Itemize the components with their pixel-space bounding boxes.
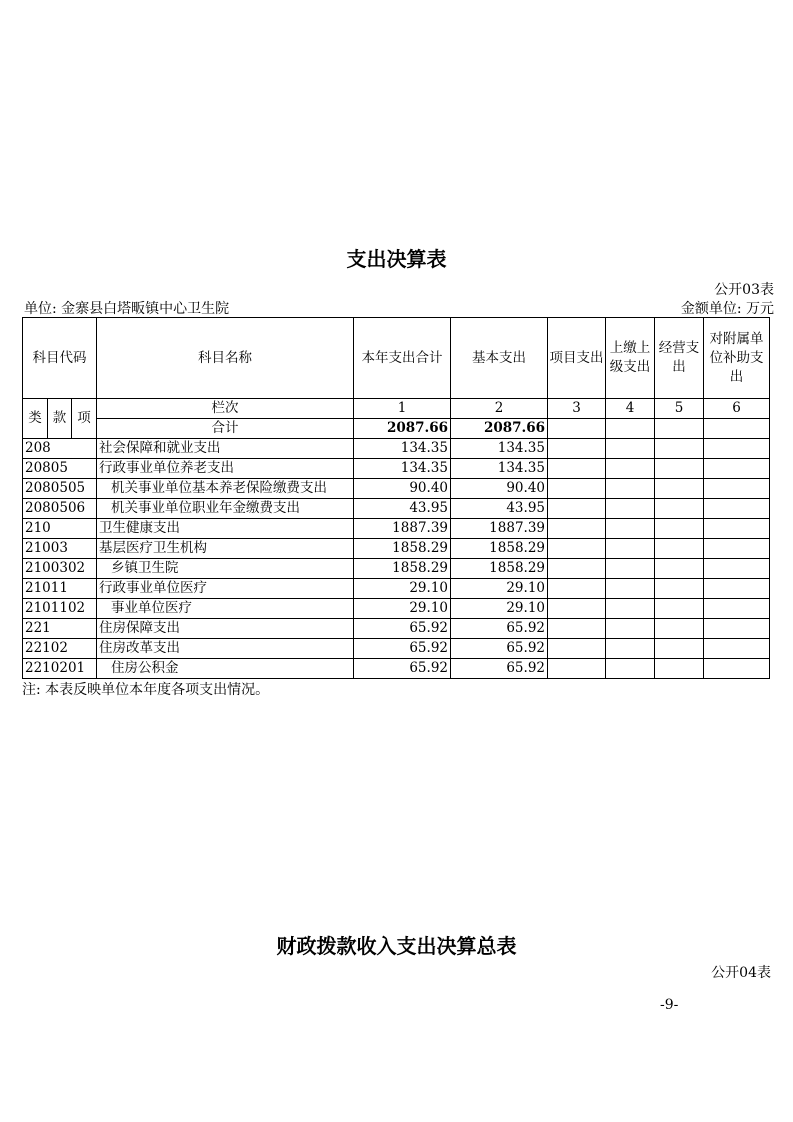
row-basic: 29.10 <box>451 579 548 599</box>
row-business <box>655 439 704 459</box>
table-row <box>23 499 770 519</box>
row-total: 65.92 <box>354 619 451 639</box>
row-project <box>548 559 606 579</box>
row-name: 乡镇卫生院 <box>97 559 354 579</box>
amount-unit: 金额单位: 万元 <box>680 301 774 317</box>
data-rows <box>23 439 770 679</box>
row-basic: 43.95 <box>451 499 548 519</box>
row-project <box>548 519 606 539</box>
row-total: 43.95 <box>354 499 451 519</box>
row-code: 208 <box>23 439 97 459</box>
row-basic: 90.40 <box>451 479 548 499</box>
row-code: 2101102 <box>23 599 97 619</box>
table-row <box>23 559 770 579</box>
row-upper <box>606 579 655 599</box>
row-total: 29.10 <box>354 599 451 619</box>
table-row <box>23 519 770 539</box>
row-basic: 134.35 <box>451 459 548 479</box>
next-table-title: 财政拨款收入支出决算总表 <box>276 934 517 958</box>
row-upper <box>606 499 655 519</box>
row-business <box>655 599 704 619</box>
column-number: 1 <box>354 399 451 419</box>
table-row <box>23 599 770 619</box>
row-code: 22102 <box>23 639 97 659</box>
column-number: 3 <box>548 399 606 419</box>
header-lanci: 栏次 <box>97 399 354 419</box>
row-basic: 1887.39 <box>451 519 548 539</box>
row-subsidy <box>704 519 770 539</box>
row-business <box>655 519 704 539</box>
row-subsidy <box>704 639 770 659</box>
row-business <box>655 659 704 679</box>
row-basic: 65.92 <box>451 659 548 679</box>
row-name: 卫生健康支出 <box>97 519 354 539</box>
row-code: 221 <box>23 619 97 639</box>
column-number: 5 <box>655 399 704 419</box>
page-title: 支出决算表 <box>346 247 447 271</box>
table-row <box>23 619 770 639</box>
row-upper <box>606 519 655 539</box>
row-total: 1858.29 <box>354 539 451 559</box>
row-total: 65.92 <box>354 639 451 659</box>
total-label: 合计 <box>97 419 354 439</box>
row-business <box>655 459 704 479</box>
row-business <box>655 579 704 599</box>
column-number: 4 <box>606 399 655 419</box>
row-upper <box>606 459 655 479</box>
header-basic: 基本支出 <box>451 318 548 399</box>
row-project <box>548 639 606 659</box>
header-xiang: 项 <box>72 399 97 439</box>
header-lei: 类 <box>23 399 48 439</box>
row-upper <box>606 619 655 639</box>
header-project: 项目支出 <box>548 318 606 399</box>
row-subsidy <box>704 499 770 519</box>
row-project <box>548 439 606 459</box>
row-business <box>655 559 704 579</box>
row-code: 21011 <box>23 579 97 599</box>
header-name: 科目名称 <box>97 318 354 399</box>
header-code: 科目代码 <box>23 318 97 399</box>
table-row <box>23 439 770 459</box>
row-subsidy <box>704 619 770 639</box>
table-row <box>23 539 770 559</box>
table-row <box>23 479 770 499</box>
unit-label: 单位: 金寨县白塔畈镇中心卫生院 <box>24 301 230 317</box>
row-project <box>548 539 606 559</box>
row-total: 65.92 <box>354 659 451 679</box>
header-kuan: 款 <box>48 399 72 439</box>
row-name: 行政事业单位医疗 <box>97 579 354 599</box>
row-total: 1858.29 <box>354 559 451 579</box>
total-row <box>23 419 770 439</box>
row-total: 134.35 <box>354 459 451 479</box>
total-basic: 2087.66 <box>451 419 548 439</box>
row-basic: 1858.29 <box>451 539 548 559</box>
row-basic: 65.92 <box>451 619 548 639</box>
row-upper <box>606 479 655 499</box>
row-project <box>548 479 606 499</box>
next-form-code: 公开04表 <box>711 965 771 981</box>
row-upper <box>606 599 655 619</box>
row-name: 住房公积金 <box>97 659 354 679</box>
row-name: 住房保障支出 <box>97 619 354 639</box>
row-name: 基层医疗卫生机构 <box>97 539 354 559</box>
row-upper <box>606 439 655 459</box>
row-basic: 29.10 <box>451 599 548 619</box>
row-code: 2080505 <box>23 479 97 499</box>
expenditure-table <box>22 317 770 679</box>
table-row <box>23 639 770 659</box>
row-total: 134.35 <box>354 439 451 459</box>
table-row <box>23 459 770 479</box>
row-upper <box>606 659 655 679</box>
row-subsidy <box>704 559 770 579</box>
row-business <box>655 499 704 519</box>
row-name: 社会保障和就业支出 <box>97 439 354 459</box>
row-code: 2100302 <box>23 559 97 579</box>
row-business <box>655 639 704 659</box>
row-project <box>548 579 606 599</box>
row-subsidy <box>704 459 770 479</box>
row-name: 机关事业单位职业年金缴费支出 <box>97 499 354 519</box>
row-project <box>548 659 606 679</box>
column-number: 2 <box>451 399 548 419</box>
header-total: 本年支出合计 <box>354 318 451 399</box>
table-note: 注: 本表反映单位本年度各项支出情况。 <box>22 682 270 698</box>
row-upper <box>606 539 655 559</box>
header-row <box>23 318 770 399</box>
row-name: 事业单位医疗 <box>97 599 354 619</box>
row-project <box>548 459 606 479</box>
row-basic: 134.35 <box>451 439 548 459</box>
row-upper <box>606 559 655 579</box>
row-subsidy <box>704 659 770 679</box>
page-number: -9- <box>660 997 679 1013</box>
row-code: 21003 <box>23 539 97 559</box>
row-code: 210 <box>23 519 97 539</box>
column-number: 6 <box>704 399 770 419</box>
row-code: 20805 <box>23 459 97 479</box>
row-project <box>548 599 606 619</box>
column-number-row <box>23 399 770 419</box>
row-project <box>548 619 606 639</box>
row-business <box>655 539 704 559</box>
row-basic: 65.92 <box>451 639 548 659</box>
header-business: 经营支出 <box>655 318 704 399</box>
total-amount: 2087.66 <box>354 419 451 439</box>
row-upper <box>606 639 655 659</box>
row-subsidy <box>704 579 770 599</box>
row-name: 行政事业单位养老支出 <box>97 459 354 479</box>
row-basic: 1858.29 <box>451 559 548 579</box>
table-row <box>23 579 770 599</box>
table-row <box>23 659 770 679</box>
row-code: 2210201 <box>23 659 97 679</box>
row-subsidy <box>704 479 770 499</box>
row-business <box>655 619 704 639</box>
row-business <box>655 479 704 499</box>
row-total: 1887.39 <box>354 519 451 539</box>
form-code: 公开03表 <box>714 282 774 298</box>
row-subsidy <box>704 439 770 459</box>
row-subsidy <box>704 539 770 559</box>
row-project <box>548 499 606 519</box>
row-name: 住房改革支出 <box>97 639 354 659</box>
row-total: 90.40 <box>354 479 451 499</box>
row-code: 2080506 <box>23 499 97 519</box>
row-subsidy <box>704 599 770 619</box>
header-subsidy: 对附属单位补助支出 <box>704 318 770 399</box>
row-total: 29.10 <box>354 579 451 599</box>
header-upper: 上缴上级支出 <box>606 318 655 399</box>
row-name: 机关事业单位基本养老保险缴费支出 <box>97 479 354 499</box>
